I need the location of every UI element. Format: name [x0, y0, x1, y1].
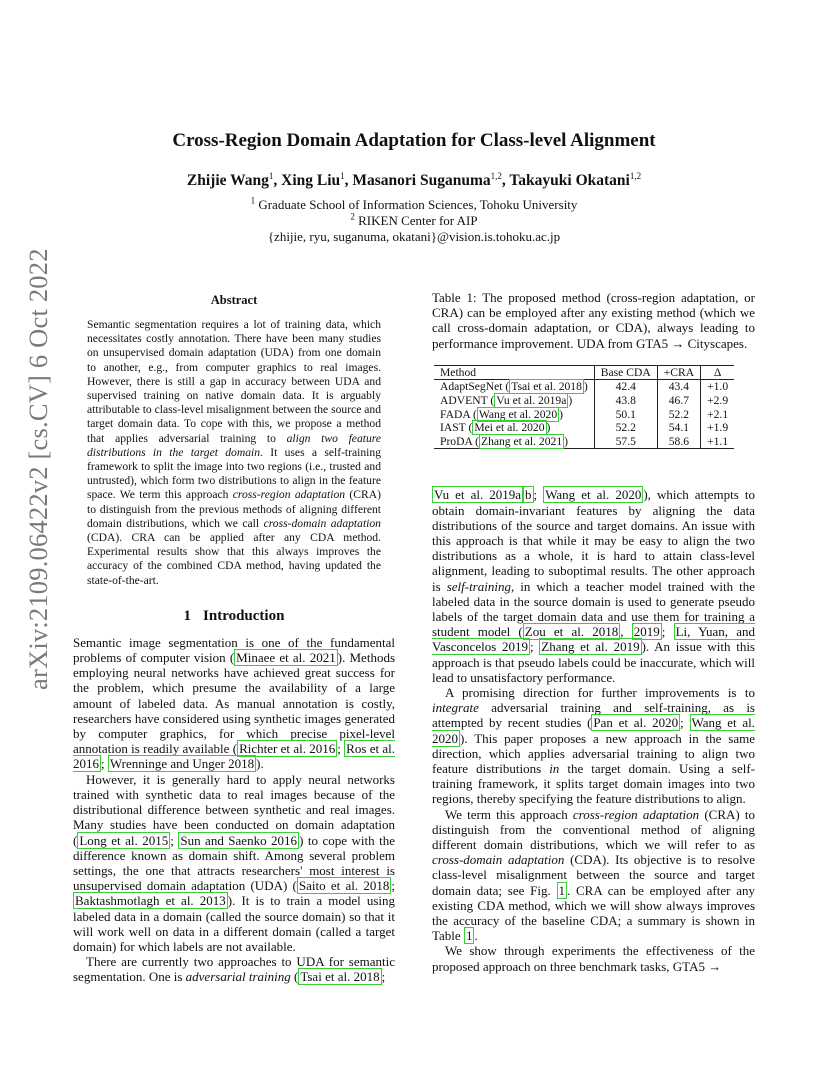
text-run: ) to cope with the difference known as domain shift. Among several problem settings, the one that attracts researchers' most interest is unsupervised domain adaptation (UDA) ( — [73, 832, 395, 894]
citation-link[interactable]: Tsai et al. 2018 — [300, 969, 380, 985]
text-run: the target domain. Using a self-training framework, it splits target domain images into two regions, thereby specifying the feature distributions to align. — [432, 761, 755, 807]
abstract-text-part: (CDA). CRA can be applied after any CDA method. Experimental results show that this always improves the accuracy of the combined CDA method, having updated the state-of-the-art. — [87, 531, 381, 587]
table-cell-base: 42.4 — [594, 380, 657, 394]
emphasis: in — [549, 761, 560, 777]
method-name: IAST — [440, 421, 466, 435]
citation-link[interactable]: Tsai et al. 2018 — [511, 380, 582, 394]
table-cell-delta: +2.9 — [701, 394, 735, 408]
left-column — [73, 293, 395, 985]
table-header-method: Method — [434, 365, 594, 380]
text-run: ). This paper proposes a new approach in the same direction, which applies adversarial training to align two feature distributions — [432, 730, 755, 777]
citation-link[interactable]: 2019 — [633, 624, 660, 640]
text-run: ; — [170, 832, 179, 848]
citation-link[interactable]: Wang et al. 2020 — [432, 715, 755, 746]
text-run: ; — [533, 487, 544, 503]
citation-link[interactable]: Zou et al. 2018 — [524, 624, 619, 640]
emphasis: cross-domain adaptation — [432, 852, 565, 868]
abstract-text-part: Semantic segmentation requires a lot of training data, which necessitates costly annotation. There have been many studies on unsupervised domain adaptation (UDA) from one domain to another, e.g., from computer graphics to real images. However, there is still a gap in accuracy between UDA and supervised training on native domain data. It is arguably attributable to class-level misalignment between the source and target domain data. To cope with this, we propose a method that applies adversarial training to — [87, 318, 381, 445]
text-run: ( — [290, 969, 299, 985]
affil-mark: 2 — [350, 211, 355, 222]
text-run: ; — [337, 741, 345, 757]
text-run: However, it is generally hard to apply neural networks trained with synthetic data to real images because of the distributional difference between synthetic and real images. Many studies have been conducted on domain adaptation ( — [73, 771, 395, 848]
table-cell-delta: +1.0 — [701, 380, 735, 394]
text-run: (CRA) to distinguish from the conventional method of aligning different domain distributions, which we will refer to as — [432, 806, 756, 853]
text-run: ; — [680, 715, 690, 731]
table-cell-cra: 43.4 — [657, 380, 700, 394]
citation-link[interactable]: Vu et al. 2019a — [496, 394, 567, 407]
paper-title: Cross-Region Domain Adaptation for Class-level Alignment — [172, 130, 656, 151]
table-cell-base: 52.2 — [594, 421, 657, 435]
table-header-base: Base CDA — [594, 365, 657, 380]
text-run: ), which attempts to obtain domain-invariant features by aligning the data distributions of the source and target domains. An issue with this approach is that while it may be easy to align the two distributions as a whole, it is hard to attain class-level alignment, leading to suboptimal results. The other approach is — [432, 487, 755, 594]
emphasis: self-training — [446, 578, 511, 594]
table-cell-method: AdaptSegNet ( Tsai et al. 2018 ) — [440, 380, 588, 394]
citation-link[interactable]: Vu et al. 2019a — [434, 487, 522, 503]
method-name: ProDA — [440, 434, 473, 448]
text-run: , in which a teacher model trained with the labeled data in the source domain is used to generate pseudo labels of the target domain data and use them for training a student model ( — [432, 578, 755, 640]
author-email: {zhijie, ryu, suganuma, okatani}@vision.is.tohoku.ac.jp — [267, 229, 561, 244]
author-affil-mark: 1,2 — [629, 170, 642, 181]
abstract-emphasis: cross-region adaptation — [232, 488, 346, 502]
citation-link[interactable]: Wang et al. 2020 — [545, 487, 642, 503]
text-run: ; — [661, 624, 674, 640]
text-run: adversarial training and self-training, as is attempted by recent studies ( — [432, 700, 755, 731]
text-run: We term this approach — [445, 806, 573, 822]
abstract-text-part: (CRA) to distinguish from the previous methods of aligning different domain distributions, which we call — [87, 488, 381, 530]
table-cell-delta: +1.9 — [701, 421, 735, 435]
author-list: Zhijie Wang$^1$, Xing Liu$^1$, Masanori Suganuma$^{1,2}$, Takayuki Okatani$^{1,2}$ — [186, 170, 642, 189]
citation-link[interactable]: Long et al. 2015 — [79, 832, 169, 848]
citation-link[interactable]: Wrenninge and Unger 2018 — [109, 756, 255, 772]
intro-paragraph-3 — [73, 954, 395, 984]
author-affil-mark: 1,2 — [490, 170, 502, 181]
right-paragraph-2 — [432, 685, 755, 807]
table-caption: Table 1: The proposed method (cross-region adaptation, or CRA) can be employed after any existing method (which we call cross-domain adaptation, or CDA), always leading to performance improvement. UDA from GTA5 → Cityscapes. — [432, 290, 755, 351]
text-run: . — [474, 928, 478, 944]
table-ref-link[interactable]: 1 — [465, 928, 473, 944]
table-row — [434, 380, 734, 394]
text-run: ). It is to train a model using labeled data in a domain (called the source domain) so that it will work well on data in a different domain (called a target domain) for which labels are not available. — [73, 893, 395, 954]
affiliation: Graduate School of Information Sciences, Tohoku University — [258, 197, 578, 212]
text-run: , — [620, 624, 632, 640]
table-header-delta: Δ — [701, 365, 735, 380]
section-title: Introduction — [203, 607, 285, 624]
table-row — [434, 421, 734, 435]
table-cell-method: ProDA ( Zhang et al. 2021 ) — [434, 435, 594, 449]
citation-link[interactable]: Minaee et al. 2021 — [236, 650, 336, 666]
intro-paragraph-1 — [73, 635, 395, 772]
right-paragraph-3 — [432, 807, 755, 944]
citation-link[interactable]: Li, Yuan, and Vasconcelos 2019 — [432, 624, 755, 655]
table-row — [434, 394, 734, 408]
section-heading-introduction — [73, 608, 395, 625]
citation-link[interactable]: Zhang et al. 2019 — [541, 639, 640, 655]
table-cell-cra: 58.6 — [657, 435, 700, 449]
text-run: ; — [391, 878, 395, 894]
table-cell-base: 57.5 — [594, 435, 657, 449]
text-run: There are currently two approaches to UDA for semantic segmentation. One is — [73, 954, 395, 985]
method-name: ADVENT — [440, 394, 488, 407]
table-cell-cra: 54.1 — [657, 421, 700, 435]
affiliation: RIKEN Center for AIP — [358, 213, 478, 228]
citation-link[interactable]: Wang et al. 2020 — [478, 407, 558, 421]
text-run: ). Methods employing neural networks have achieved great success for the problem, which presume the availability of a large amount of labeled data. As manual annotation is costly, researchers have considered using synthetic images generated by computer graphics, for which precise pixel-level annotation is readily available ( — [73, 650, 395, 757]
table-cell-base: 50.1 — [594, 408, 657, 422]
emphasis: adversarial training — [185, 969, 291, 985]
text-run: ). An issue with this approach is that pseudo labels could be inaccurate, which will lead to unsatisfactory performance. — [432, 639, 755, 685]
author-name: Masanori Suganuma — [352, 172, 491, 189]
text-run: . CRA can be employed after any existing CDA method, which we will show always improves the accuracy of the baseline CDA; a summary is shown in Table — [432, 882, 755, 944]
citation-link[interactable]: Ros et al. 2016 — [73, 741, 396, 772]
emphasis: cross-region adaptation — [572, 806, 700, 822]
table-cell-method: IAST ( Mei et al. 2020 ) — [440, 421, 551, 435]
text-run: ). — [256, 756, 264, 772]
table-cell-base: 43.8 — [594, 394, 657, 408]
affiliations — [0, 197, 828, 245]
author-name: Takayuki Okatani — [509, 172, 630, 189]
abstract-text — [87, 318, 381, 588]
author-name: Xing Liu — [281, 172, 341, 189]
table-cell-cra: 46.7 — [657, 394, 700, 408]
table-cell-cra: 52.2 — [657, 408, 700, 422]
table-row — [434, 435, 734, 449]
citation-link[interactable]: Richter et al. 2016 — [239, 741, 336, 757]
author-affil-mark: 1 — [340, 170, 345, 181]
affil-mark: 1 — [250, 195, 256, 206]
arxiv-identifier: arXiv:2109.06422v2 [cs.CV] 6 Oct 2022 — [23, 248, 53, 690]
text-run: ; — [101, 756, 108, 772]
section-number: 1 — [183, 607, 192, 624]
emphasis: integrate — [432, 700, 479, 716]
abstract-heading: Abstract — [210, 293, 258, 307]
table-cell-delta: +2.1 — [701, 408, 735, 422]
text-run: (CDA). Its objective is to resolve class-level misalignment between the source and target domain data; see Fig. — [432, 852, 755, 898]
results-table — [434, 365, 734, 450]
table-cell-method: ADVENT ( Vu et al. 2019a ) — [440, 394, 573, 407]
author-affil-mark: 1 — [268, 170, 274, 181]
citation-link[interactable]: Baktashmotlagh et al. 2013 — [75, 893, 226, 909]
author-name: Zhijie Wang — [186, 172, 269, 189]
citation-link[interactable]: Sun and Saenko 2016 — [180, 832, 298, 848]
citation-link[interactable]: Saito et al. 2018 — [298, 878, 390, 894]
abstract-emphasis: cross-domain adaptation — [263, 516, 381, 530]
citation-link[interactable]: Mei et al. 2020 — [474, 421, 545, 435]
citation-link[interactable]: b — [525, 487, 532, 503]
abstract-emphasis: align two feature distributions in the target domain — [87, 431, 381, 459]
abstract-text-part: . It uses a self-training framework to split the image into two regions (i.e., trusted and untrusted), which form two distributions to align in the feature space. We term this approach — [87, 445, 381, 502]
figure-ref-link[interactable]: 1 — [558, 882, 565, 898]
intro-paragraph-2 — [73, 772, 395, 954]
right-column — [432, 290, 755, 974]
citation-link[interactable]: Pan et al. 2020 — [593, 715, 679, 731]
method-name: AdaptSegNet — [440, 380, 503, 394]
table-header-cra: +CRA — [657, 365, 700, 380]
text-run: A promising direction for further improvements is to — [445, 685, 755, 701]
text-run: We show through experiments the effectiveness of the proposed approach on three benchmark tasks, GTA5 → — [432, 943, 755, 974]
table-cell-method: FADA ( Wang et al. 2020 ) — [440, 407, 563, 421]
right-paragraph-4 — [432, 943, 755, 973]
method-name: FADA — [440, 407, 471, 421]
citation-link[interactable]: Zhang et al. 2021 — [480, 434, 563, 448]
table-cell-delta: +1.1 — [701, 435, 735, 449]
right-paragraph-1 — [432, 487, 755, 685]
text-run: ; — [529, 639, 540, 655]
text-run: Semantic image segmentation is one of the fundamental problems of computer vision ( — [73, 634, 395, 666]
text-run: ; — [381, 969, 386, 985]
table-row — [434, 408, 734, 422]
